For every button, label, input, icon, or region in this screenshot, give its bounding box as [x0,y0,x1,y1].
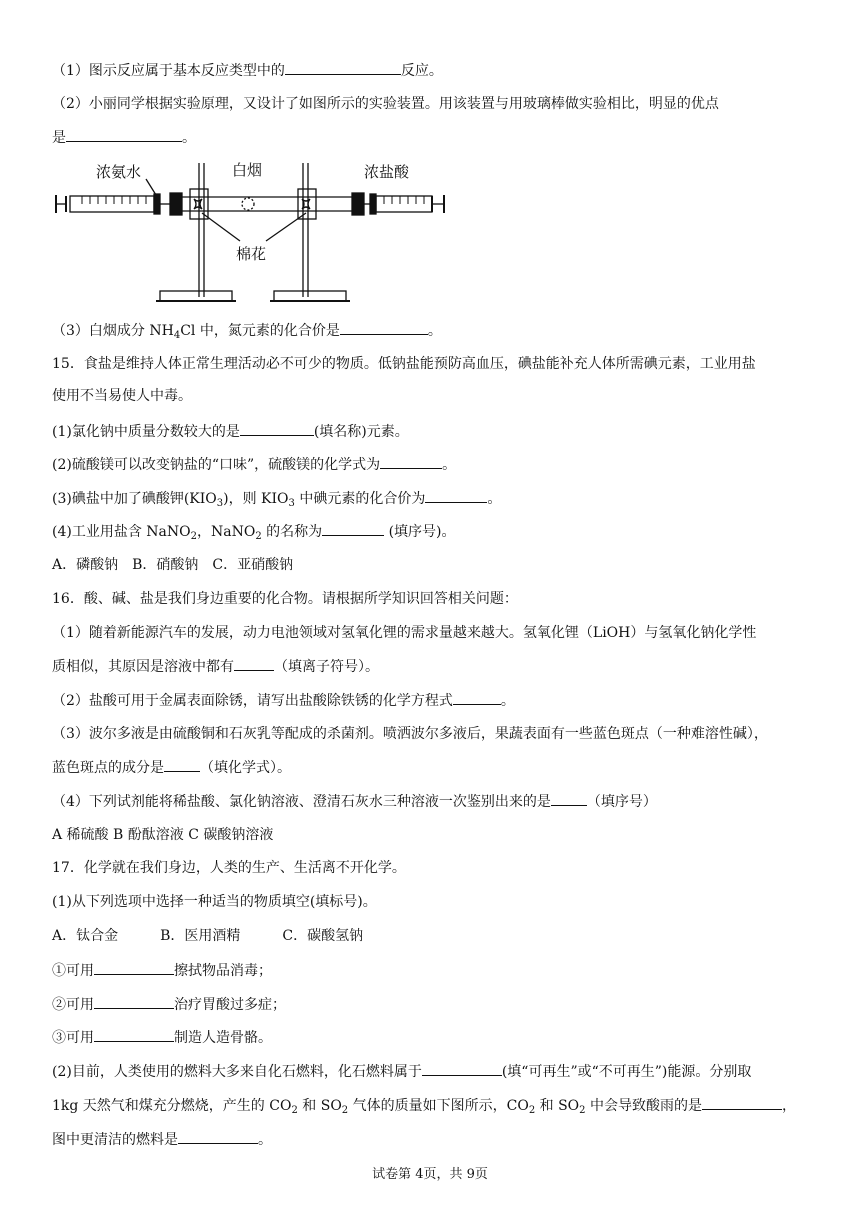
q15-sub4-text3: 的名称为 [261,524,323,540]
answer-blank[interactable] [340,320,428,335]
answer-blank[interactable] [94,994,174,1009]
apparatus-figure [52,157,452,313]
q15-sub2-tail: 。 [442,457,457,473]
answer-blank[interactable] [425,488,487,503]
q14-part1-tail: 反应。 [400,63,443,79]
q17-sub2-text6: 中会导致酸雨的是 [585,1098,702,1114]
q16-stem: 16．酸、碱、盐是我们身边重要的化合物。请根据所学知识回答相关问题： [52,591,518,607]
q14-part3 [52,320,442,341]
q17-choice3-tail: 制造人造骨骼。 [174,1030,272,1046]
q14-part1-text: （1）图示反应属于基本反应类型中的 [52,63,285,79]
q16-sub3-tail: （填化学式）。 [200,760,291,776]
q15-sub1 [52,421,409,442]
answer-blank[interactable] [66,127,182,142]
q15-sub4-text2: ，NaNO [196,524,256,540]
q15-sub3-tail: 。 [487,491,502,507]
q15-sub4 [52,521,456,542]
answer-blank[interactable] [178,1129,258,1144]
apparatus-diagram [52,157,452,309]
q16-sub4 [52,791,657,812]
q17-sub1: (1)从下列选项中选择一种适当的物质填空(填标号)。 [52,894,377,910]
label-white-smoke: 白烟 [232,161,263,179]
q16-sub3-line2 [52,757,291,778]
q14-part3-text: （3）白烟成分 NH [52,323,174,339]
q17-sub2-text: (2)目前，人类使用的燃料大多来自化石燃料，化石燃料属于 [52,1064,422,1080]
q15-sub2 [52,454,456,475]
q16-sub2-tail: 。 [500,693,515,709]
q15-sub2-text: (2)硫酸镁可以改变钠盐的“口味”，硫酸镁的化学式为 [52,457,381,473]
q16-sub1-line2 [52,656,379,677]
q15-sub4-tail: (填序号)。 [384,524,456,540]
q15-sub1-tail: (填名称)元素。 [313,424,409,440]
q16-sub1-tail: （填离子符号）。 [274,659,379,675]
q17-stem: 17．化学就在我们身边，人类的生产、生活离不开化学。 [52,860,406,876]
q17-choice1-tail: 擦拭物品消毒； [174,963,272,979]
q17-sub2-text3: 和 SO [297,1098,342,1114]
q15-sub3 [52,488,501,509]
answer-blank[interactable] [422,1061,502,1076]
answer-blank[interactable] [94,960,174,975]
answer-blank[interactable] [234,656,274,671]
subscript: 2 [291,1105,298,1116]
page-footer: 试卷第 4页，共 9页 [372,1167,488,1182]
q16-sub4-text: （4）下列试剂能将稀盐酸、氯化钠溶液、澄清石灰水三种溶液一次鉴别出来的是 [52,794,551,810]
q17-choice2 [52,994,286,1015]
answer-blank[interactable] [322,521,384,536]
answer-blank[interactable] [240,421,314,436]
q17-sub2-tail: (填“可再生”或“不可再生”)能源。分别取 [501,1064,752,1080]
q15-sub3-text2: )，则 KIO [223,491,289,507]
q15-options: A．磷酸钠 B．硝酸钠 C．亚硝酸钠 [52,557,294,573]
label-cotton: 棉花 [236,245,267,263]
q16-sub1-text: 质相似，其原因是溶液中都有 [52,659,234,675]
subscript: 3 [288,498,295,509]
q15-stem-line2: 使用不当易使人中毒。 [52,388,192,404]
q17-sub2-line3 [52,1129,272,1150]
q16-sub3-line1: （3）波尔多液是由硫酸铜和石灰乳等配成的杀菌剂。喷洒波尔多液后，果蔬表面有一些蓝色斑点（一种难溶性碱）， [52,726,768,742]
q15-sub3-text3: 中碘元素的化合价为 [294,491,426,507]
q17-sub2-text5: 和 SO [535,1098,580,1114]
q17-choice2-text: ②可用 [52,997,94,1013]
q15-stem-line1: 15．食盐是维持人体正常生理活动必不可少的物质。低钠盐能预防高血压，碘盐能补充人体所需碘元素，工业用盐 [52,356,756,372]
answer-blank[interactable] [94,1027,174,1042]
q14-part3-tail: 。 [427,323,442,339]
q14-part2-line2 [52,127,196,148]
answer-blank[interactable] [551,791,587,806]
q17-sub2-line1 [52,1061,751,1082]
q17-sub2-text7: 图中更清洁的燃料是 [52,1132,178,1148]
answer-blank[interactable] [164,757,200,772]
q17-choice1 [52,960,272,981]
label-hydrochloric-acid: 浓盐酸 [364,163,410,181]
subscript: 2 [255,531,262,542]
q15-sub1-text: (1)氯化钠中质量分数较大的是 [52,424,240,440]
q17-choice3-text: ③可用 [52,1030,94,1046]
subscript: 2 [190,531,197,542]
subscript: 2 [528,1105,536,1116]
q14-part2-tail: 。 [182,130,196,146]
q16-sub4-tail: （填序号） [586,794,657,810]
answer-blank[interactable] [453,690,501,705]
q17-choice1-text: ①可用 [52,963,94,979]
answer-blank[interactable] [285,60,401,75]
q17-options: A．钛合金 B．医用酒精 C．碳酸氢钠 [52,928,364,944]
subscript: 2 [579,1105,586,1116]
q16-sub2 [52,690,515,711]
q14-part2-text: 是 [52,130,66,146]
answer-blank[interactable] [380,454,442,469]
q16-sub3-text: 蓝色斑点的成分是 [52,760,164,776]
q17-sub2-line2 [52,1095,796,1116]
q14-part2-line1: （2）小丽同学根据实验原理，又设计了如图所示的实验装置。用该装置与用玻璃棒做实验相比，明显的优点 [52,96,719,112]
q17-sub2-text2: 1kg 天然气和煤充分燃烧，产生的 CO [52,1098,292,1114]
q16-sub1-line1: （1）随着新能源汽车的发展，动力电池领域对氢氧化锂的需求量越来越大。氢氧化锂（LiOH）与氢氧化钠化学性 [52,625,757,641]
q17-sub2-tail2: ， [781,1098,796,1114]
q17-choice3 [52,1027,272,1048]
q17-sub2-text4: 气体的质量如下图所示，CO [348,1098,529,1114]
answer-blank[interactable] [702,1095,782,1110]
q15-sub4-text: (4)工业用盐含 NaNO [52,524,191,540]
q14-part3-text2: Cl 中，氮元素的化合价是 [180,323,340,339]
q15-sub3-text: (3)碘盐中加了碘酸钾(KIO [52,491,217,507]
label-ammonia: 浓氨水 [96,163,142,181]
q16-options: A 稀硫酸 B 酚酞溶液 C 碳酸钠溶液 [52,827,274,843]
subscript: 2 [341,1105,349,1116]
q17-sub2-tail3: 。 [258,1132,272,1148]
q17-choice2-tail: 治疗胃酸过多症； [174,997,286,1013]
subscript: 4 [173,330,181,341]
q14-part1 [52,60,443,81]
q16-sub2-text: （2）盐酸可用于金属表面除锈，请写出盐酸除铁锈的化学方程式 [52,693,453,709]
subscript: 3 [216,498,224,509]
